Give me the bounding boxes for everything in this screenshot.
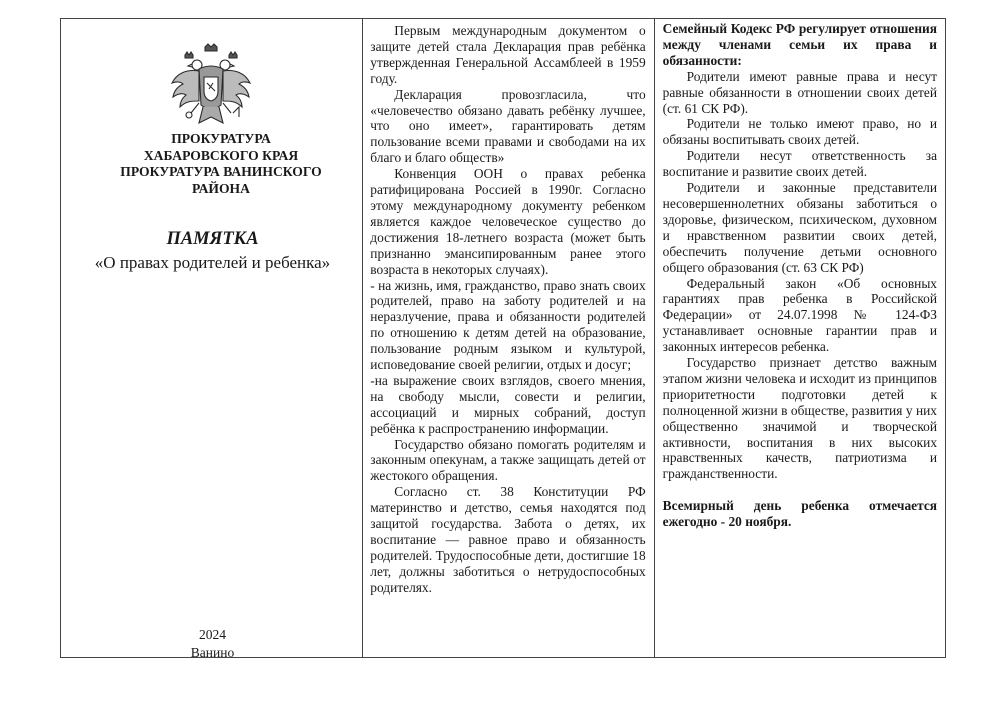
paragraph: -на выражение своих взглядов, своего мнения, на свободу мысли, совести и религии, ассоциаций и мирных собраний, доступ ребёнка к распространению информации. [370,372,646,436]
paragraph: Родители имеют равные права и несут равные обязанности в отношении своих детей (ст. 61 СК РФ). [662,68,938,116]
middle-column [363,19,654,657]
publication-year: 2024 [199,627,226,642]
issuing-authority [101,131,341,197]
closing-note: Всемирный день ребенка отмечается ежегодно - 20 ноября. [662,498,938,530]
section-heading: Семейный Кодекс РФ регулирует отношения между членами семьи их права и обязанности: [662,21,938,68]
cover-panel [61,19,363,660]
paragraph: Согласно ст. 38 Конституции РФ материнство и детство, семья находятся под защитой государства. Забота о детях, их воспитание — равное право и обязанность родителей. Трудоспособные дети, достигшие 18 лет, должны заботиться о нетрудоспособных родителях. [370,484,646,595]
org-line: РАЙОНА [192,180,250,196]
memo-title: ПАМЯТКА [166,229,259,249]
paragraph: Государство обязано помогать родителям и законным опекунам, а также защищать детей от жестокого обращения. [370,436,646,484]
org-line: ХАБАРОВСКОГО КРАЯ [143,147,299,163]
memo-subtitle: «О правах родителей и ребенка» [94,253,331,272]
paragraph: Декларация провозгласила, что «человечество обязано давать ребёнку лучшее, что оно имеет», гарантировать детям пользование всеми правами и свободами на их благо и благо обществ» [370,86,646,166]
paragraph: Родители несут ответственность за воспитание и развитие своих детей. [662,148,938,180]
org-line: ПРОКУРАТУРА ВАНИНСКОГО [120,164,322,179]
paragraph: Родители и законные представители несовершеннолетних обязаны заботиться о здоровье, физическом, психическом, духовном и нравственном развитии своих детей, обеспечить получение детьми основного общего образования (ст. 63 СК РФ) [662,180,938,275]
paragraph: Государство признает детство важным этапом жизни человека и исходит из принципов приоритетности подготовки детей к полноценной жизни в обществе, развития у них общественно значимой и творческой активности, воспитания в них высоких нравственных качеств, патриотизма и гражданственности. [662,355,938,482]
org-line: ПРОКУРАТУРА [171,131,271,146]
paragraph: Конвенция ООН о правах ребенка ратифицирована Россией в 1990г. Согласно этому международному документу ребенком является каждое человеческое существо до достижения 18-летнего возраста (может быть признанно эмансипированным ранее этого возраста в некоторых случаях). [370,166,646,277]
paragraph: Первым международным документом о защите детей стала Декларация прав ребёнка утвержденная Генеральной Ассамблеей в 1959 году. [370,23,646,86]
paragraph: Федеральный закон «Об основных гарантиях прав ребенка в Российской Федерации» от 24.07.1998 № 124-ФЗ устанавливает основные гарантии прав и законных интересов ребенка. [662,275,938,355]
paragraph: Родители не только имеют право, но и обязаны воспитывать своих детей. [662,116,938,148]
publication-city: Ванино [190,645,235,660]
coat-of-arms-emblem [169,43,253,129]
memo-sheet [60,18,946,658]
right-column [655,19,945,657]
paragraph: - на жизнь, имя, гражданство, право знать своих родителей, право на заботу родителей и на неразлучение, права и обязанности родителей по отношению к детям детей на образование, пользование родным языком и культурой, исповедование своей религии, отдых и досуг; [370,277,646,373]
